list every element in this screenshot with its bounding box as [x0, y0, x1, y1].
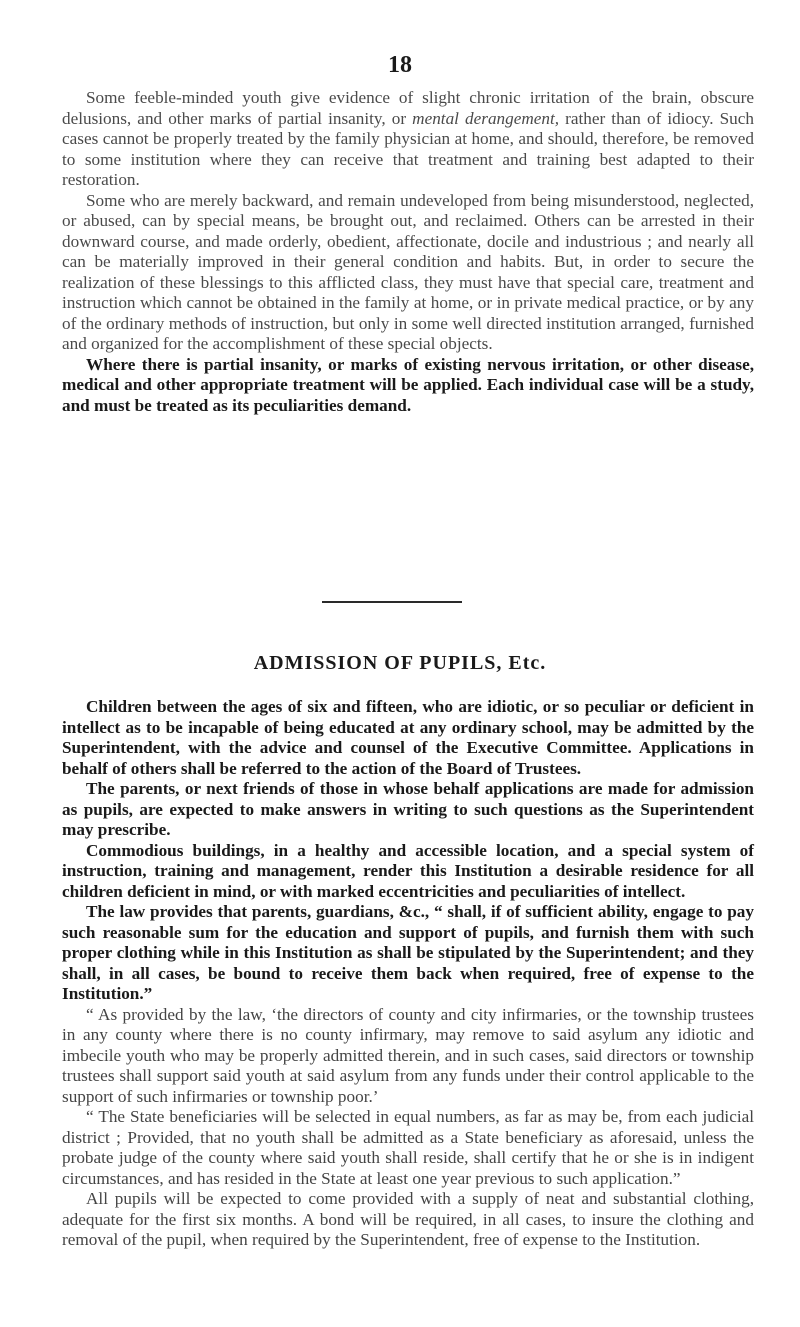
paragraph-backward-youth: Some who are merely backward, and remain undeveloped from being misunderstood, neglected, or abused, can by special means, be brought out, and reclaimed. Others can be arrested in their downward course, and made orderly, obedient, affectionate, docile and industrious ; and nearly all can be materially improved in their general condition and habits. But, in order to secure the realization of these blessings to this afflicted class, they must have that special care, treatment and instruction which cannot be obtained in the family at home, or in private medical practice, or by any of the ordinary methods of instruction, but only in some well directed institution arranged, furnished and organized for the accomplishment of these special objects. [62, 190, 754, 353]
paragraph-eligibility: Children between the ages of six and fifteen, who are idiotic, or so peculiar or deficient in intellect as to be incapable of being educated at any ordinary school, may be admitted by the Superintendent, with the advice and counsel of the Executive Committee. Applications in behalf of others shall be referred to the action of the Board of Trustees. [62, 697, 754, 778]
paragraph-state-beneficiaries: “ The State beneficiaries will be selected in equal numbers, as far as may be, from each judicial district ; Provided, that no youth shall be admitted as a State beneficiary as aforesaid, unless the probate judge of the county where said youth shall reside, shall certify that he or she is in indigent circumstances, and has resided in the State at least one year previous to such application.” [62, 1107, 754, 1188]
section-heading: ADMISSION OF PUPILS, Etc. [253, 652, 547, 674]
paragraph-buildings: Commodious buildings, in a healthy and accessible location, and a special system of instruction, training and management, render this Institution a desirable residence for all children deficient in mind, or with marked eccentricities and peculiarities of intellect. [62, 840, 754, 901]
intro-section [62, 88, 754, 416]
paragraph-partial-insanity [62, 88, 754, 191]
emphasis-text: mental derangement, [412, 108, 560, 128]
paragraph-law-provisions: The law provides that parents, guardians, &c., “ shall, if of sufficient ability, engage to pay such reasonable sum for the education and support of pupils, and furnish them with such proper clothing while in this Institution as shall be stipulated by the Superintendent; and they shall, in all cases, be bound to receive them back when required, free of expense to the Institution.” [62, 902, 754, 1003]
paragraph-text: Some feeble-minded youth give evidence of slight chronic irritation of the brain, obscure delusions, and other marks of partial insanity, or [62, 88, 754, 128]
paragraph-treatment: Where there is partial insanity, or marks of existing nervous irritation, or other disease, medical and other appropriate treatment will be applied. Each individual case will be a study, and must be treated as its peculiarities demand. [62, 354, 754, 415]
paragraph-infirmaries: “ As provided by the law, ‘the directors of county and city infirmaries, or the township trustees in any county where there is no county infirmary, may remove to said asylum any idiotic and imbecile youth who may be properly admitted therein, and in such cases, said directors or township trustees shall support said youth at said asylum from any funds under their control applicable to the support of such infirmaries or township poor.’ [62, 1004, 754, 1106]
section-divider [322, 601, 462, 603]
paragraph-applications: The parents, or next friends of those in whose behalf applications are made for admission as pupils, are expected to make answers in writing to such questions as the Superintendent may prescribe. [62, 779, 754, 839]
paragraph-clothing: All pupils will be expected to come provided with a supply of neat and substantial clothing, adequate for the first six months. A bond will be required, in all cases, to insure the clothing and removal of the pupil, when required by the Superintendent, free of expense to the Institution. [62, 1189, 754, 1249]
paragraph-text: rather than of idiocy. Such cases cannot be properly treated by the family physician at home, and should, therefore, be removed to some institution where they can receive that treatment and training best adapted to their restoration. [62, 108, 754, 189]
page-number: 18 [388, 52, 412, 78]
admission-section [62, 697, 754, 1251]
